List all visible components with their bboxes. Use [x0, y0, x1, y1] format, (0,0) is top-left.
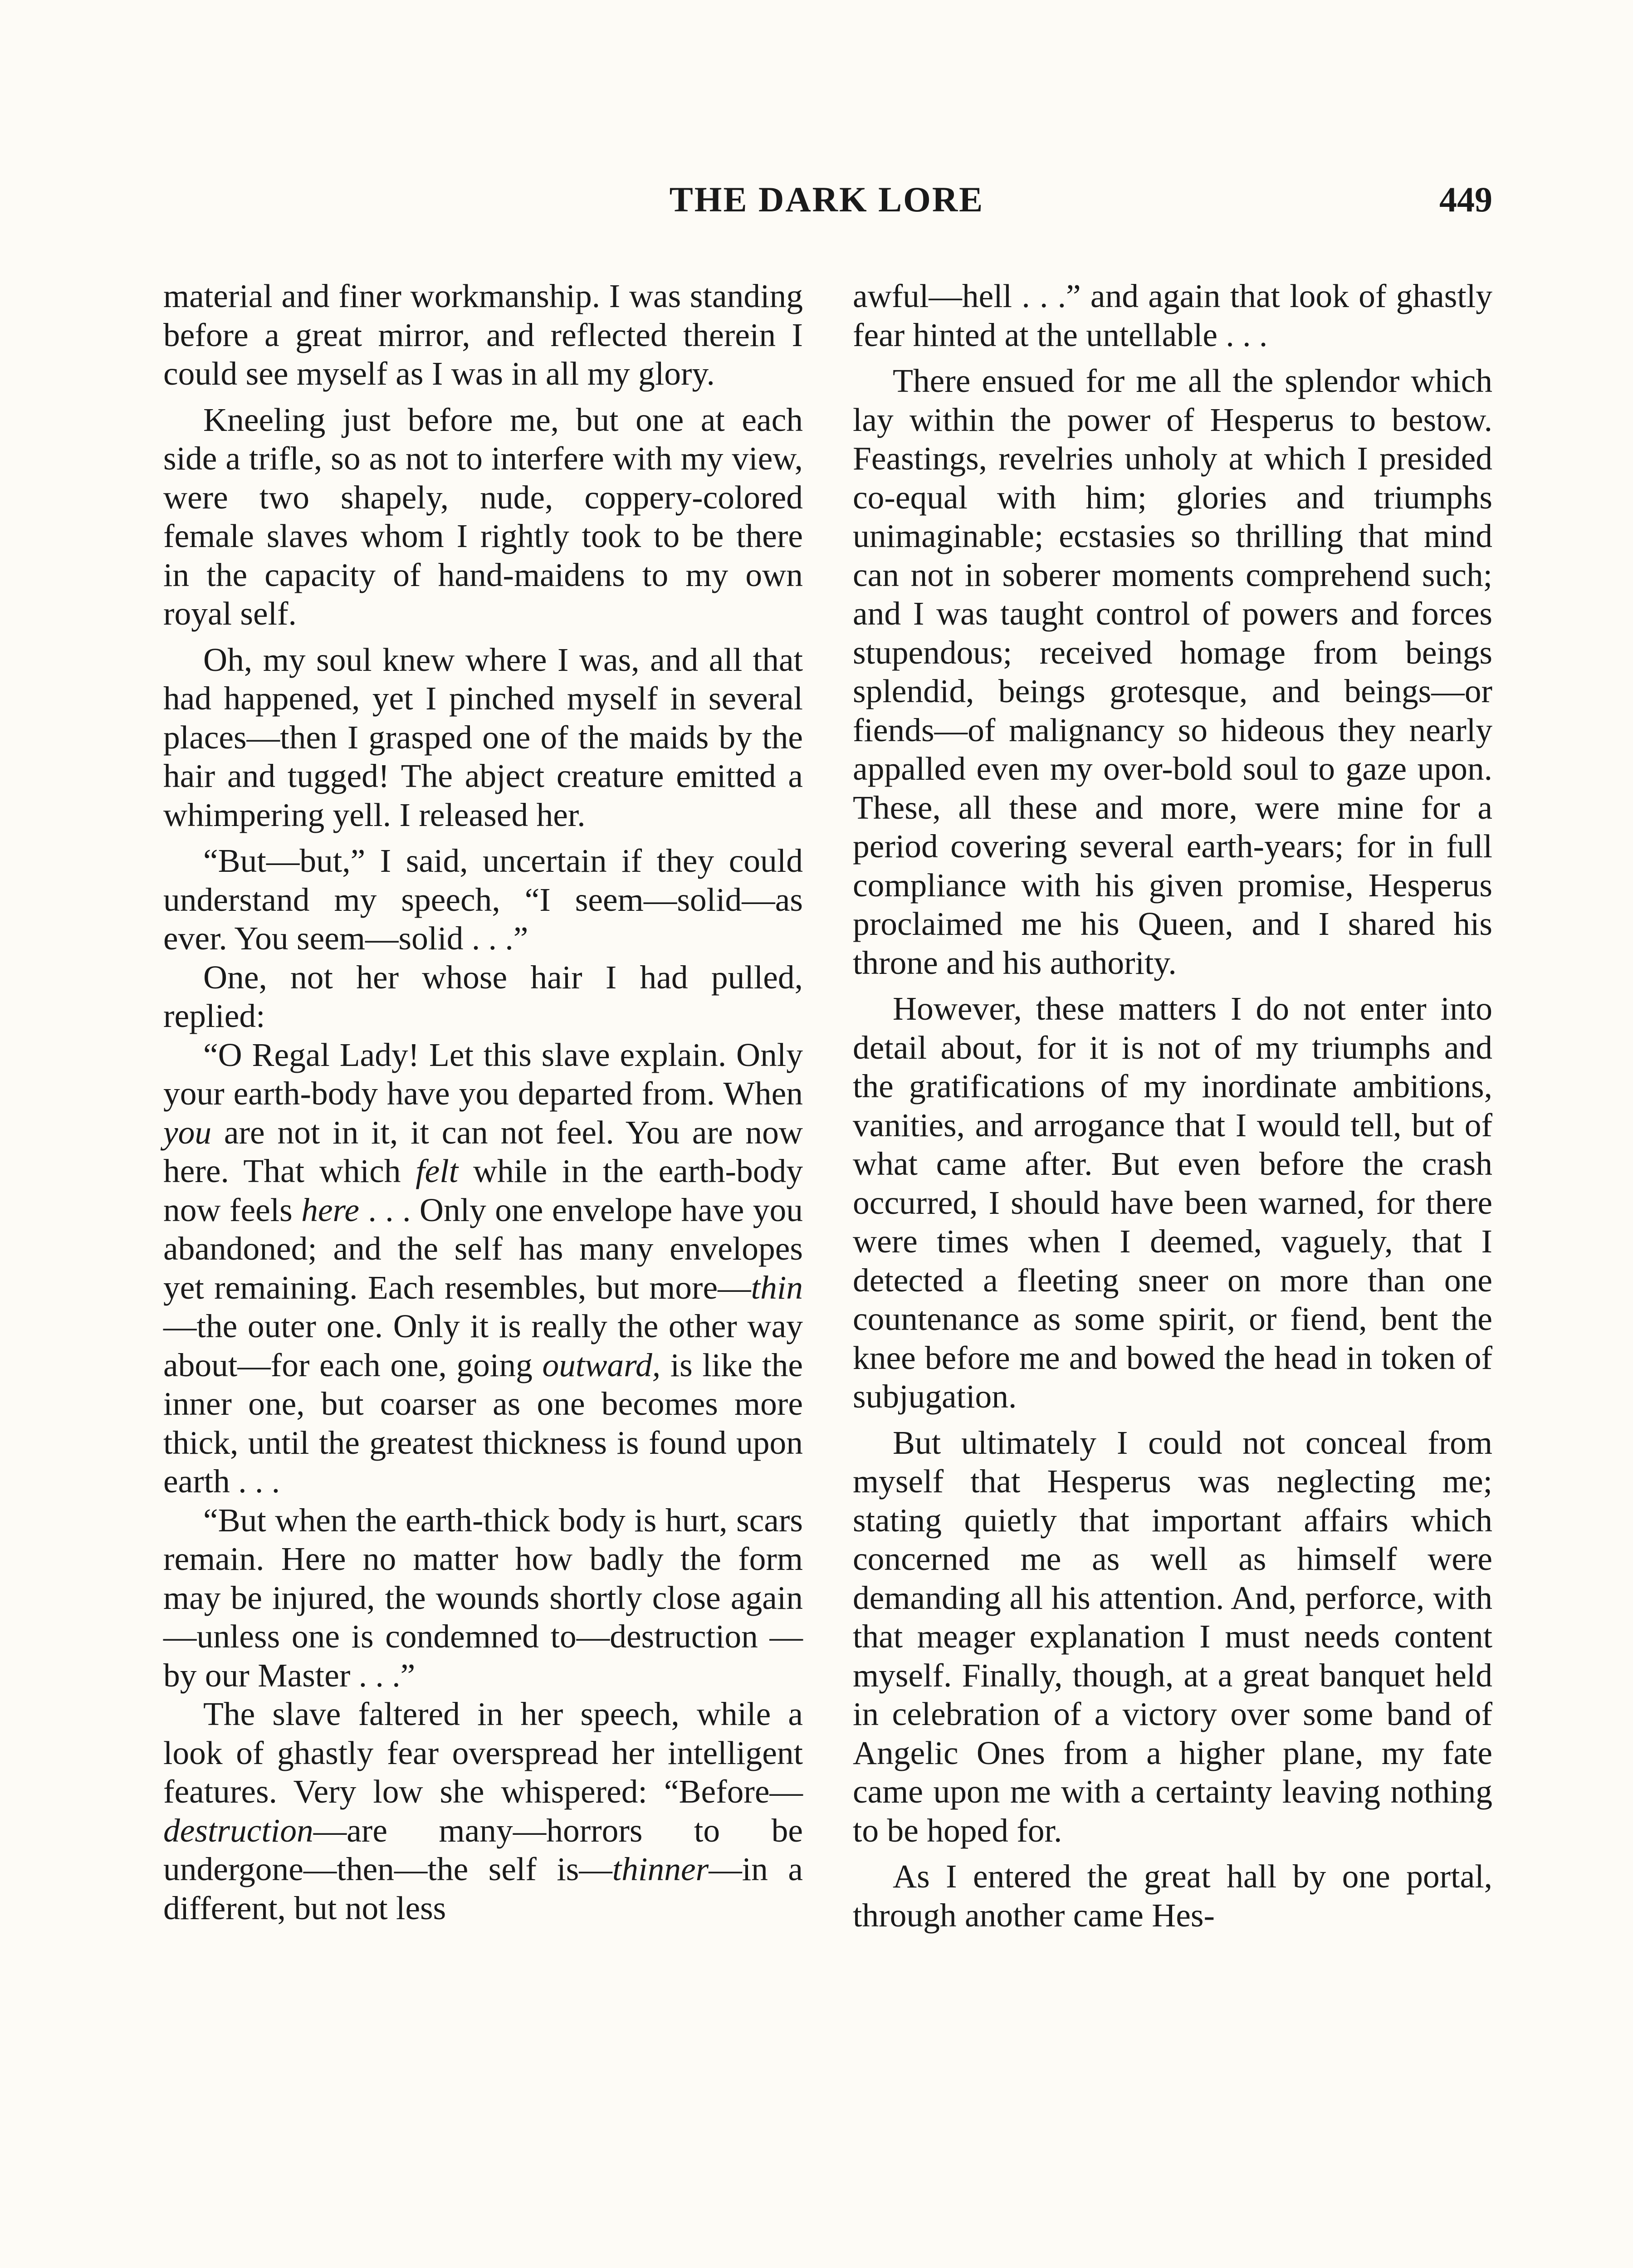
right-column: [853, 277, 1492, 1942]
paragraph: Oh, my soul knew where I was, and all that had happened, yet I pinched myself in several places—then I grasped one of the maids by the hair and tugged! The abject creature emitted a whimpering yell. I released her.: [163, 641, 803, 833]
italic-text: thinner: [612, 1851, 709, 1887]
paragraph: “But when the earth-thick body is hurt, scars remain. Here no matter how badly the form may be injured, the wounds shortly close again—unless one is condemned to—destruction —by our Master . . .”: [163, 1501, 803, 1694]
paragraph: “But—but,” I said, uncertain if they could understand my speech, “I seem—solid—as ever. You seem—solid . . .”: [163, 842, 803, 957]
paragraph: material and finer workmanship. I was standing before a great mirror, and reflected therein I could see myself as I was in all my glory.: [163, 278, 803, 392]
paragraph: Kneeling just before me, but one at each side a trifle, so as not to interfere with my view, were two shapely, nude, coppery-colored female slaves whom I rightly took to be there in the capacity of hand-maidens to my own royal self.: [163, 401, 803, 632]
italic-text: destruction: [163, 1812, 313, 1849]
italic-text: felt: [416, 1153, 459, 1189]
paragraph: There ensued for me all the splendor which lay within the power of Hesperus to bestow. Feastings, revelries unholy at which I presided co-equal with him; glories and triumphs unimaginable; ecstasies so thrilling that mind can not in soberer moments comprehend such; and I was taught control of powers and forces stupendous; received homage from beings splendid, beings grotesque, and beings—or fiends—of malignancy so hideous they nearly appalled even my over-bold soul to gaze upon. These, all these and more, were mine for a period covering several earth-years; for in full compliance with his given promise, Hesperus proclaimed me his Queen, and I shared his throne and his authority.: [853, 362, 1492, 981]
paragraph: However, these matters I do not enter into detail about, for it is not of my triumphs and the gratifications of my inordinate ambitions, vanities, and arrogance that I would tell, but of what came after. But even before the crash occurred, I should have been warned, for there were times when I deemed, vaguely, that I detected a fleeting sneer on more than one countenance as some spirit, or fiend, bent the knee before me and bowed the head in token of subjugation.: [853, 990, 1492, 1415]
paragraph: One, not her whose hair I had pulled, replied:: [163, 958, 803, 1034]
left-column: [163, 277, 803, 1927]
italic-text: outward,: [542, 1346, 661, 1383]
paragraph: awful—hell . . .” and again that look of ghastly fear hinted at the untellable . . .: [853, 278, 1492, 353]
italic-text: you: [163, 1114, 212, 1151]
paragraph: As I entered the great hall by one portal, through another came Hes-: [853, 1858, 1492, 1934]
running-title: THE DARK LORE: [669, 180, 984, 219]
italic-text: thin: [751, 1269, 803, 1306]
paragraph: “O Regal Lady! Let this slave explain. Only your earth-body have you departed from. When you are not in it, it can not feel. You are now here. That which felt while in the earth-body now feels here . . . Only one envelope have you abandoned; and the self has many envelopes yet remaining. Each resembles, but more—thin—the outer one. Only it is really the other way about—for each one, going outward, is like the inner one, but coarser as one becomes more thick, until the greatest thickness is found upon earth . . .: [163, 1036, 803, 1500]
paragraph: But ultimately I could not conceal from myself that Hesperus was neglecting me; stating quietly that important affairs which concerned me as well as himself were demanding all his attention. And, perforce, with that meager explanation I must needs content myself. Finally, though, at a great banquet held in celebration of a victory over some band of Angelic Ones from a higher plane, my fate came upon me with a certainty leaving nothing to be hoped for.: [853, 1424, 1492, 1849]
page-number: 449: [1439, 180, 1492, 219]
paragraph: The slave faltered in her speech, while a look of ghastly fear overspread her intelligent features. Very low she whispered: “Before—destruction—are many—horrors to be undergone—then—the self is—thinner—in a different, but not less: [163, 1696, 803, 1926]
italic-text: here: [301, 1191, 360, 1228]
running-head: [161, 179, 1492, 229]
